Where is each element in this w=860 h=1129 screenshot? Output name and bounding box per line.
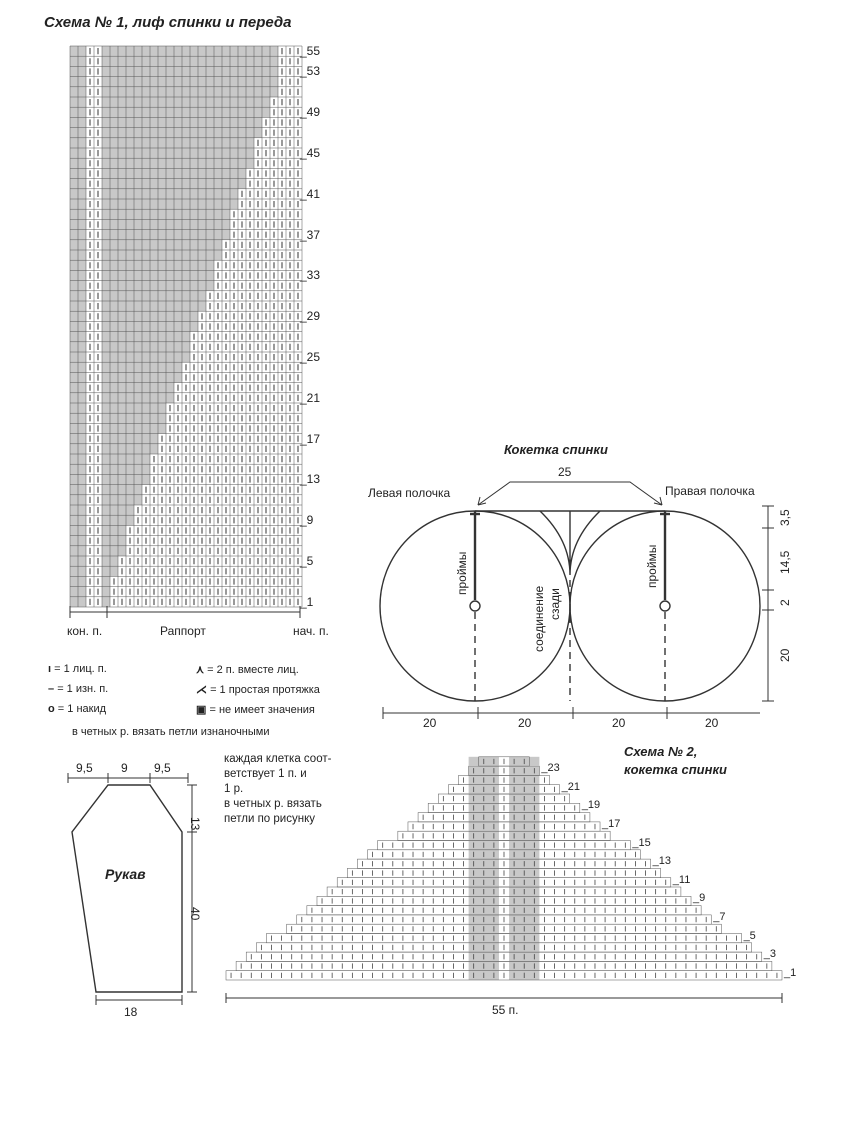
scheme2-row-number: _3 <box>763 948 777 961</box>
yoke-bottom-dim-1: 20 <box>423 716 437 730</box>
sleeve-bottom-dim: 18 <box>124 1005 138 1019</box>
legend-item-no-stitch: ▣ = не имеет значения <box>196 704 315 716</box>
yoke-bottom-dim-4: 20 <box>705 716 719 730</box>
legend-note: в четных р. вязать петли изнаночными <box>72 726 270 738</box>
chart-cell-shade <box>102 301 206 311</box>
yoke-dim-14-5: 14,5 <box>778 550 792 574</box>
label-start-stitch: нач. п. <box>293 624 329 638</box>
chart-cell-shade <box>102 536 126 546</box>
chart-cell-shade <box>102 138 254 148</box>
yoke-bottom-dim-2: 20 <box>518 716 532 730</box>
chart-cell-shade <box>102 576 110 586</box>
chart-cell-shade <box>102 199 238 209</box>
chart-cell-shade <box>102 332 190 342</box>
scheme1-row-number: _33 <box>300 268 321 283</box>
scheme1-row-number: _55 <box>300 44 321 58</box>
yoke-center-seam <box>540 511 600 575</box>
yoke-bottom-dim-3: 20 <box>612 716 626 730</box>
chart-cell-shade <box>102 352 190 362</box>
scheme1-row-number: _1 <box>300 594 314 609</box>
legend-item-k2tog: ⋏ = 2 п. вместе лиц. <box>196 664 299 676</box>
sleeve-top-dim-2: 9 <box>121 761 128 775</box>
scheme1-row-number: _9 <box>300 513 314 528</box>
scheme1-row-number: _13 <box>300 472 321 487</box>
scheme2-row-number: _21 <box>561 780 580 793</box>
sleeve-diagram <box>68 773 197 1005</box>
chart-cell-shade <box>102 485 142 495</box>
chart-cell-shade <box>102 393 174 403</box>
yoke-diagram <box>380 482 774 719</box>
chart-cell-shade <box>102 444 158 454</box>
chart-cell-shade <box>102 240 222 250</box>
scheme2-row-number: _13 <box>652 855 671 868</box>
scheme1-row-number: _21 <box>300 390 321 405</box>
scheme2-row-number: _17 <box>602 817 621 830</box>
chart-cell-shade <box>102 383 174 393</box>
chart-cell-shade <box>102 97 270 107</box>
legend-item-purl: – = 1 изн. п. <box>48 683 109 695</box>
chart-cell-shade <box>102 546 126 556</box>
yoke-dim-2: 2 <box>778 599 792 606</box>
yoke-right-marker <box>660 601 670 611</box>
chart-cell-shade <box>102 107 270 117</box>
chart-cell-shade <box>102 158 254 168</box>
yoke-top-width: 25 <box>558 465 572 479</box>
chart-cell-shade <box>102 525 126 535</box>
yoke-dim-3-5: 3,5 <box>778 509 792 526</box>
scheme1-row-number: _37 <box>300 227 321 242</box>
scheme1-row-number: _5 <box>300 554 314 568</box>
sleeve-outline <box>72 785 182 992</box>
yoke-center-label-2: сзади <box>548 588 562 620</box>
legend-item-yarnover: o = 1 накид <box>48 703 107 715</box>
yoke-left-label: Левая полочка <box>368 486 451 500</box>
scheme1-row-number: _17 <box>300 431 321 446</box>
yoke-left-marker <box>470 601 480 611</box>
scheme2-row-number: _19 <box>581 799 601 812</box>
sleeve-top-dim-1: 9,5 <box>76 761 93 775</box>
scheme2-row-number: _5 <box>743 929 756 942</box>
chart-cell-shade <box>102 434 158 444</box>
scheme2-row-number: _7 <box>713 910 726 923</box>
yoke-center-label-1: соединение <box>532 585 546 652</box>
label-repeat: Раппорт <box>160 624 206 638</box>
chart-cell-shade <box>102 342 190 352</box>
chart-cell-shade <box>102 587 110 597</box>
chart-cell-shade <box>102 597 110 607</box>
scheme1-row-number: _45 <box>300 146 321 160</box>
scheme1-brackets <box>70 606 300 618</box>
sleeve-side-dim-40: 40 <box>188 907 202 921</box>
scheme1-grid <box>70 46 302 607</box>
scheme1-title: Схема № 1, лиф спинки и переда <box>44 14 292 31</box>
sleeve-top-dim-3: 9,5 <box>154 761 171 775</box>
scheme2-title-1: Схема № 2, <box>624 744 698 759</box>
scheme1-row-number: _53 <box>300 64 321 79</box>
yoke-dim-20: 20 <box>778 648 792 662</box>
scheme2-row-number: _23 <box>541 762 560 775</box>
chart-cell-shade <box>102 291 206 301</box>
scheme2-row-number: _9 <box>693 892 706 905</box>
legend-item-slip: ⋌ = 1 простая протяжка <box>196 684 320 696</box>
scheme1-row-number: _29 <box>300 309 321 324</box>
scheme1-row-number: _25 <box>300 350 321 364</box>
label-end-stitch: кон. п. <box>67 624 103 638</box>
scheme2-row-number: _1 <box>784 966 797 979</box>
scheme2-width-line <box>226 993 782 1003</box>
yoke-right-label: Правая полочка <box>665 484 755 498</box>
scheme2-width-label: 55 п. <box>492 1003 519 1017</box>
yoke-right-armhole-label: проймы <box>645 544 659 588</box>
chart-cell-shade <box>102 189 238 199</box>
scheme2-row-number: _11 <box>672 873 691 886</box>
chart-cell-shade <box>102 250 222 260</box>
yoke-left-armhole-label: проймы <box>455 551 469 595</box>
cell-note: каждая клетка соот- ветствует 1 п. и 1 р. в четных р. вязать петли по рисунку <box>224 753 332 825</box>
chart-cell-shade <box>102 148 254 158</box>
sleeve-side-dim-13: 13 <box>188 817 202 831</box>
yoke-top-arrow <box>478 482 662 505</box>
legend-item-knit: ı = 1 лиц. п. <box>48 663 107 675</box>
scheme1-row-number: _41 <box>300 186 321 201</box>
scheme1-row-number: _49 <box>300 105 321 120</box>
chart-cell-shade <box>102 495 142 505</box>
sleeve-label: Рукав <box>105 866 146 882</box>
scheme2-row-number: _15 <box>632 836 651 849</box>
scheme2-title-2: кокетка спинки <box>624 762 727 777</box>
yoke-title: Кокетка спинки <box>504 442 608 457</box>
